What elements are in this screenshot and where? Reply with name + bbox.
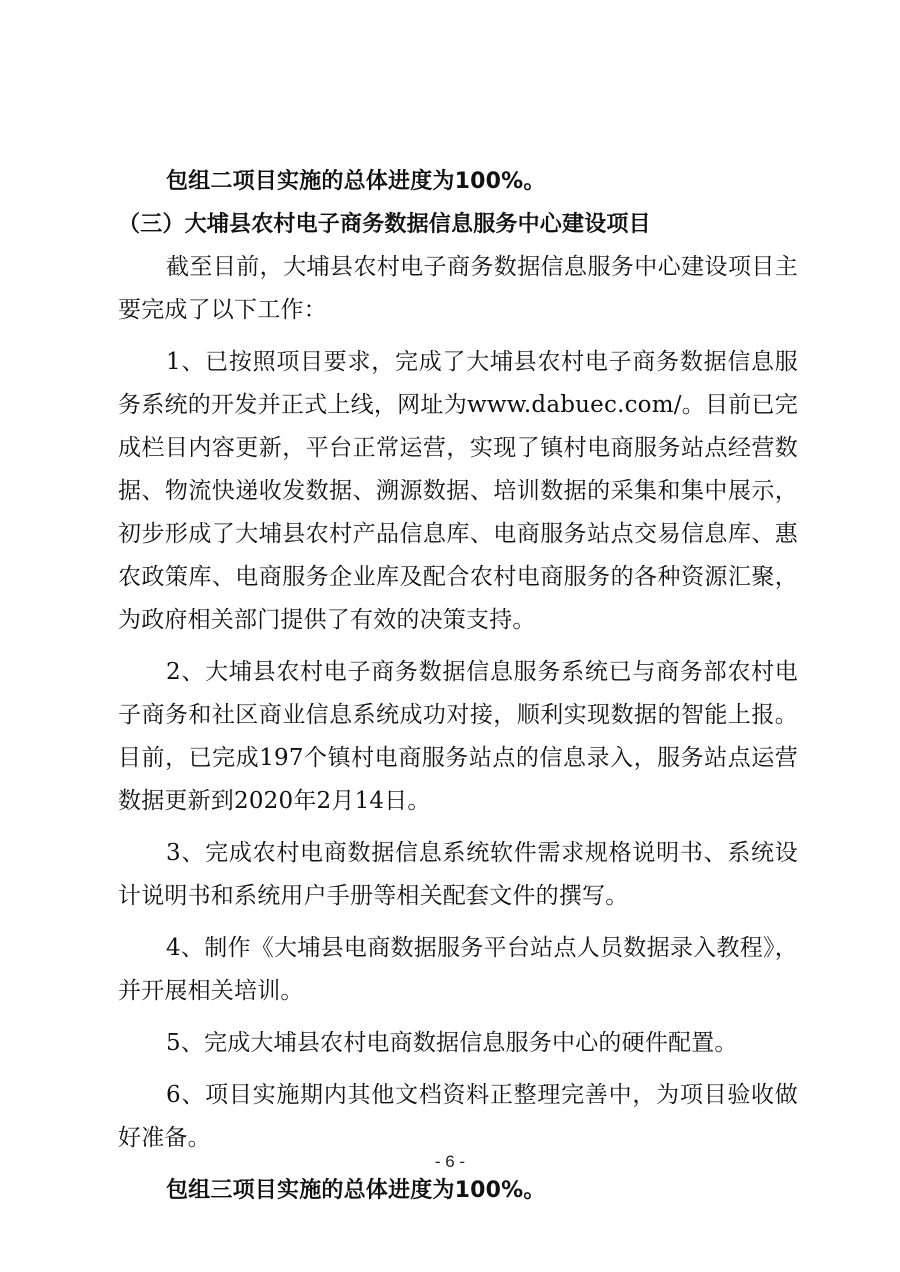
spacer: [118, 1065, 798, 1074]
intro-paragraph: 截至目前，大埔县农村电子商务数据信息服务中心建设项目主要完成了以下工作：: [118, 254, 798, 323]
work-item-3: 3、完成农村电商数据信息系统软件需求规格说明书、系统设计说明书和系统用户手册等相关配套文件的撰写。: [118, 840, 798, 909]
page-number: - 6 -: [434, 1152, 466, 1171]
spacer: [118, 918, 798, 927]
spacer: [118, 1013, 798, 1022]
work-item-5: 5、完成大埔县农村电商数据信息服务中心的硬件配置。: [166, 1030, 738, 1056]
spacer: [118, 332, 798, 341]
work-item-1: 1、已按照项目要求，完成了大埔县农村电子商务数据信息服务系统的开发并正式上线，网址为www.dabuec.com/。目前已完成栏目内容更新，平台正常运营，实现了镇村电商服务站点经营数据、物流快递收发数据、溯源数据、培训数据的采集和集中展示，初步形成了大埔县农村产品信息库、电商服务站点交易信息库、惠农政策库、电商服务企业库及配合农村电商服务的各种资源汇聚，为政府相关部门提供了有效的决策支持。: [118, 349, 798, 633]
work-item-6: 6、项目实施期内其他文档资料正整理完善中，为项目验收做好准备。: [118, 1082, 798, 1151]
section-heading: （三）大埔县农村电子商务数据信息服务中心建设项目: [118, 212, 651, 237]
spacer: [118, 642, 798, 651]
package-two-progress: 包组二项目实施的总体进度为100%。: [166, 169, 546, 194]
spacer: [118, 823, 798, 832]
package-three-progress: 包组三项目实施的总体进度为100%。: [166, 1178, 546, 1203]
work-item-4: 4、制作《大埔县电商数据服务平台站点人员数据录入教程》，并开展相关培训。: [118, 935, 798, 1004]
work-item-2: 2、大埔县农村电子商务数据信息服务系统已与商务部农村电子商务和社区商业信息系统成功对接，顺利实现数据的智能上报。目前，已完成197个镇村电商服务站点的信息录入，服务站点运营数据更新到2020年2月14日。: [118, 659, 798, 814]
document-body: [118, 160, 798, 1212]
